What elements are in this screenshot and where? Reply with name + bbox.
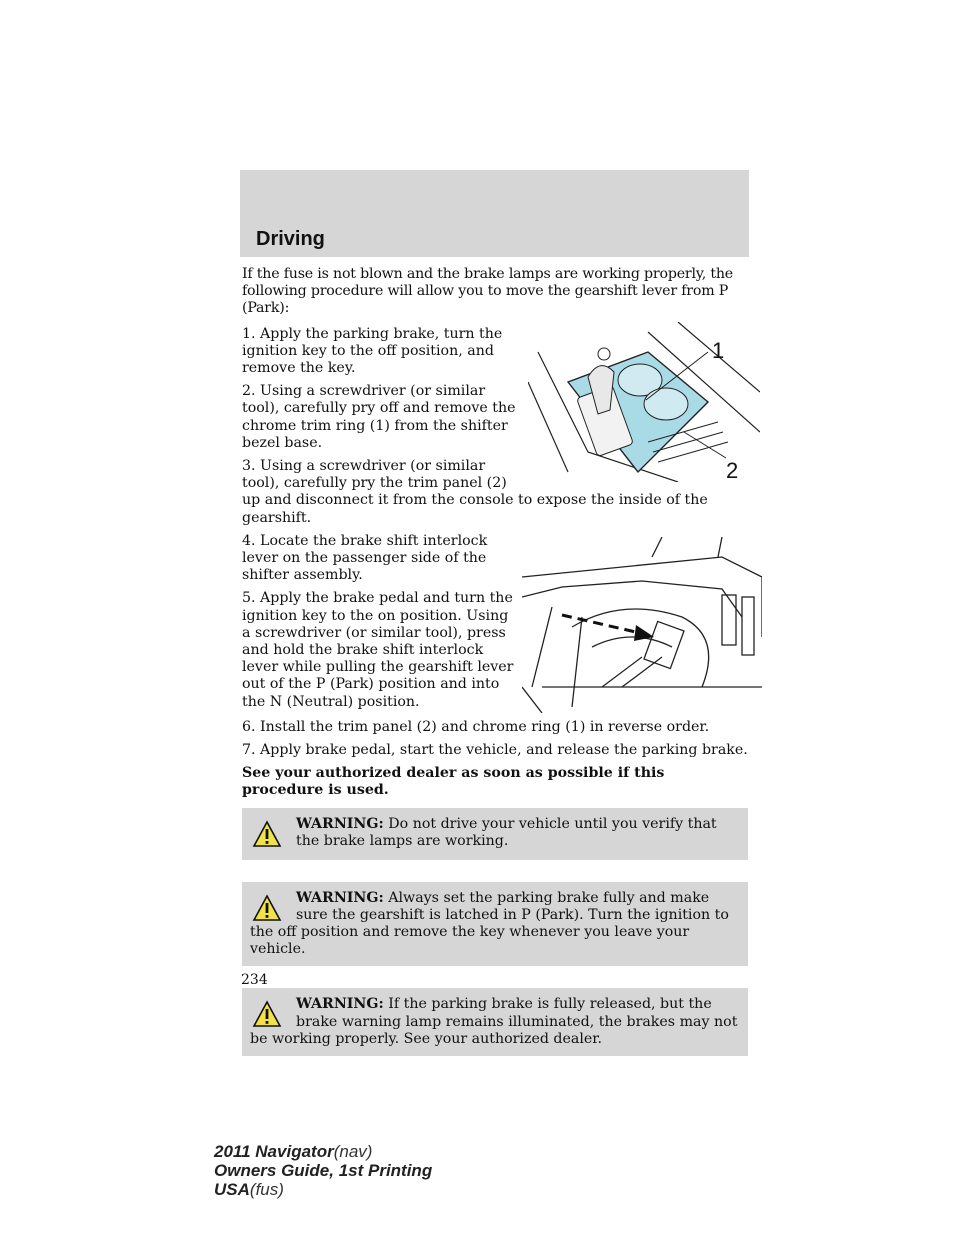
footer-market-code: (fus): [249, 1180, 284, 1199]
warning-text: Always set the parking brake fully and make sure the gearshift is latched in P (Park). Turn the ignition to the off position and remove the key whenever you leave your vehicle.: [250, 889, 729, 958]
warning-triangle-icon: [252, 1000, 282, 1028]
section-header: [240, 170, 749, 257]
step-6: 6. Install the trim panel (2) and chrome ring (1) in reverse order.: [242, 718, 710, 735]
step-3: 3. Using a screwdriver (or similar tool), carefully pry the trim panel (2) up and disconnect it from the console to expose the inside of the gearshift.: [242, 458, 708, 526]
callout-1-label: 1: [712, 337, 725, 363]
footer-edition: Owners Guide, 1st Printing: [214, 1161, 433, 1180]
step-7: 7. Apply brake pedal, start the vehicle, and release the parking brake.: [242, 742, 748, 759]
section-title: Driving: [256, 228, 325, 250]
console-trim-illustration: [528, 322, 760, 482]
footer-model: 2011 Navigator: [214, 1142, 334, 1161]
page-content: [242, 266, 748, 1078]
warning-text: If the parking brake is fully released, but the brake warning lamp remains illuminated, the brakes may not be working properly. See your authorized dealer.: [250, 996, 738, 1047]
warning-label: WARNING:: [296, 889, 384, 906]
dealer-notice: See your authorized dealer as soon as possible if this procedure is used.: [242, 765, 665, 799]
footer-market: USA: [214, 1180, 250, 1199]
interlock-lever-illustration: [522, 537, 762, 713]
warning-box-3: [242, 988, 748, 1056]
document-footer: [214, 1142, 432, 1199]
intro-paragraph: If the fuse is not blown and the brake lamps are working properly, the following procedure will allow you to move the gearshift lever from P (Park):: [242, 266, 733, 317]
warning-label: WARNING:: [296, 815, 384, 832]
warning-triangle-icon: [252, 820, 282, 848]
page-number: 234: [241, 972, 268, 988]
footer-model-code: (nav): [333, 1142, 373, 1161]
warning-text: Do not drive your vehicle until you verify that the brake lamps are working.: [296, 815, 717, 849]
warning-triangle-icon: [252, 894, 282, 922]
step-4: 4. Locate the brake shift interlock lever on the passenger side of the shifter assembly.: [242, 532, 488, 584]
warning-box-2: [242, 882, 748, 967]
step-5: 5. Apply the brake pedal and turn the ignition key to the on position. Using a screwdriver (or similar tool), press and hold the brake shift interlock lever while pulling the gearshift lever out of the P (Park) position and into the N (Neutral) position.: [242, 590, 514, 710]
step-2: 2. Using a screwdriver (or similar tool), carefully pry off and remove the chrome trim ring (1) from the shifter bezel base.: [242, 383, 516, 451]
step-1: 1. Apply the parking brake, turn the ignition key to the off position, and remove the key.: [242, 325, 503, 377]
callout-2-label: 2: [726, 457, 739, 482]
warning-label: WARNING:: [296, 996, 384, 1013]
warning-box-1: [242, 808, 748, 860]
